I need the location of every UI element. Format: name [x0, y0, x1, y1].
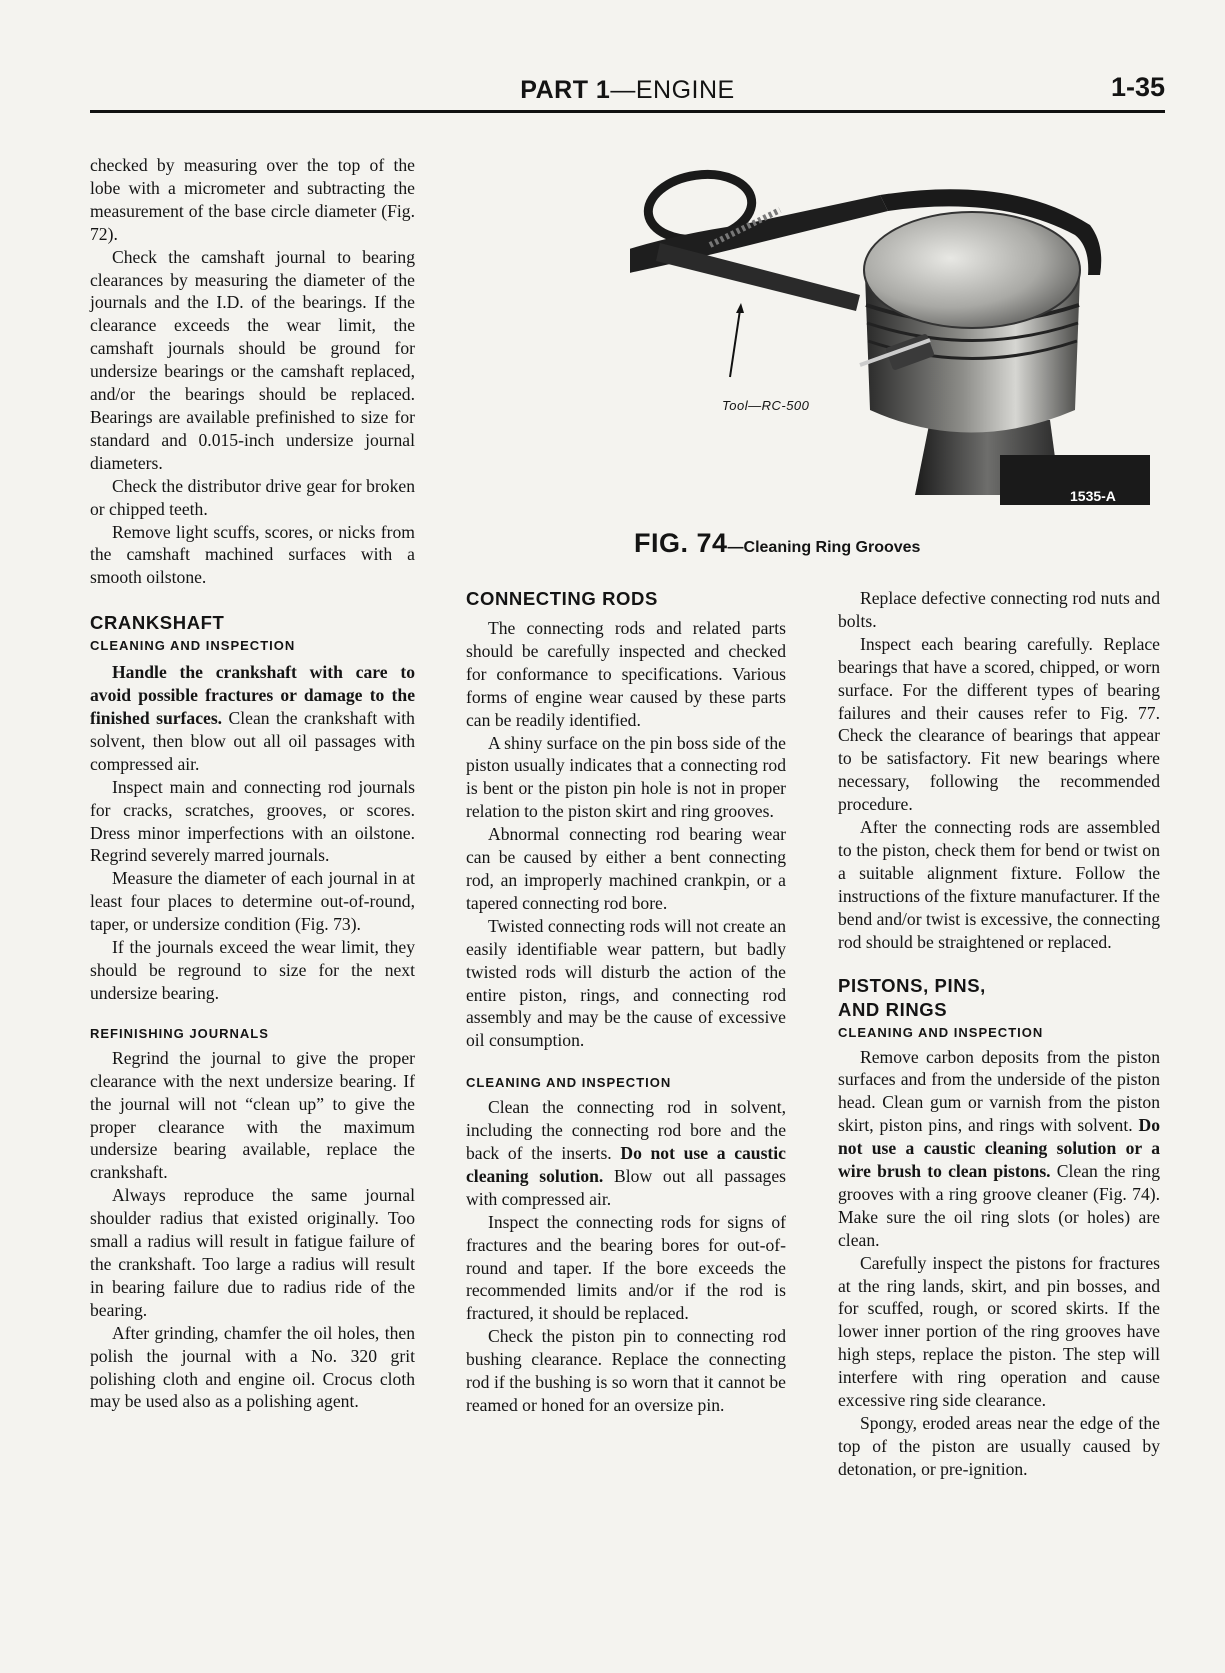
- piston-top-shape: [864, 212, 1080, 328]
- paragraph: Regrind the journal to give the proper clearance with the next undersize bearing. If the journal will not “clean up” to give the proper clearance with the maximum undersize bearing available, replace the crankshaft.: [90, 1047, 415, 1183]
- bold-warning: Do not use a caustic cleaning solution.: [466, 1143, 786, 1186]
- paragraph: Check the distributor drive gear for broken or chipped teeth.: [90, 475, 415, 519]
- paragraph: checked by measuring over the top of the lobe with a micrometer and subtracting the measurement of the base circle diameter (Fig. 72).: [90, 155, 415, 244]
- section-title: [90, 76, 1165, 105]
- subheading-cleaning: CLEANING AND INSPECTION: [90, 638, 296, 654]
- paragraph: The connecting rods and related parts should be carefully inspected and checked for conformance to specifications. Various forms of engine wear caused by these parts can be readily identified.: [466, 618, 786, 730]
- section-label: —ENGINE: [610, 76, 735, 104]
- paragraph: Carefully inspect the pistons for fractures at the ring lands, skirt, and pin bosses, and for scuffed, rough, or scored skirts. If the lower inner portion of the ring grooves have high steps, replace the piston. The step will interfere with ring operation and cause excessive ring side clearance.: [838, 1252, 1160, 1411]
- figure-code: 1535-A: [1070, 488, 1116, 504]
- figure-caption: [634, 528, 920, 559]
- heading-pistons: PISTONS, PINS,: [838, 974, 986, 996]
- paragraph: Inspect each bearing carefully. Replace bearings that have a scored, chipped, or worn surface. For the different types of bearing failures and their causes refer to Fig. 77. Check the clearance of bearings that appear to be satisfactory. Fit new bearings where necessary, following the recommended procedure.: [838, 633, 1160, 815]
- column-2: [466, 587, 786, 1417]
- part-label: PART 1: [520, 76, 611, 104]
- heading-pistons-2: AND RINGS: [838, 998, 948, 1020]
- paragraph-text: Blow out all passages with compressed air.: [466, 1165, 786, 1209]
- paragraph: Replace defective connecting rod nuts and bolts.: [838, 588, 1160, 631]
- paragraph-text: Clean the connecting rod in solvent, including the connecting rod bore and the back of the inserts.: [466, 1097, 786, 1164]
- paragraph: Always reproduce the same journal shoulder radius that existed originally. Too small a radius will result in fatigue failure of the crankshaft. Too large a radius will result in bearing failure due to radius ride of the bearing.: [90, 1185, 415, 1320]
- subheading-refinishing: REFINISHING JOURNALS: [90, 1025, 269, 1041]
- paragraph: [466, 1096, 786, 1211]
- figure-74: [630, 165, 1150, 515]
- paragraph: Inspect the connecting rods for signs of fractures and the bearing bores for out-of-round and taper. If the bore exceeds the recommended limits and/or if the rod is fractured, it should be replaced.: [466, 1211, 786, 1324]
- paragraph: If the journals exceed the wear limit, they should be reground to size for the next undersize bearing.: [90, 937, 415, 1003]
- paragraph: [90, 661, 415, 776]
- paragraph: Abnormal connecting rod bearing wear can be caused by either a bent connecting rod, an improperly machined crankpin, or a tapered connecting rod bore.: [466, 824, 786, 913]
- paragraph: After the connecting rods are assembled to the piston, check them for bend or twist on a suitable alignment fixture. Follow the instructions of the fixture manufacturer. If the bend and/or twist is excessive, the connecting rod should be straightened or replaced.: [838, 817, 1160, 952]
- paragraph: Remove light scuffs, scores, or nicks from the camshaft machined surfaces with a smooth oilstone.: [90, 521, 415, 588]
- bold-warning: Handle the crankshaft with care to avoid possible fractures or damage to the finished surfaces.: [90, 662, 415, 729]
- ring-groove-cleaner-illustration: [630, 165, 1150, 515]
- tool-label: Tool—RC-500: [722, 398, 810, 413]
- page-header: [90, 70, 1165, 113]
- paragraph: Check the piston pin to connecting rod bushing clearance. Replace the connecting rod if the bushing is so worn that it cannot be reamed or honed for an oversize pin.: [466, 1326, 786, 1415]
- paragraph: Measure the diameter of each journal in at least four places to determine out-of-round, taper, or undersize condition (Fig. 73).: [90, 868, 415, 935]
- subheading-cleaning: CLEANING AND INSPECTION: [466, 1075, 672, 1091]
- paragraph: After grinding, chamfer the oil holes, then polish the journal with a No. 320 grit polishing cloth and engine oil. Crocus cloth may be used also as a polishing agent.: [90, 1322, 415, 1412]
- paragraph: Twisted connecting rods will not create an easily identifiable wear pattern, but badly twisted rods will disturb the action of the entire piston, rings, and connecting rod assembly and may be the cause of excessive oil consumption.: [466, 915, 786, 1051]
- paragraph: Check the camshaft journal to bearing clearances by measuring the diameter of the journals and the I.D. of the bearings. If the clearance exceeds the wear limit, the camshaft journals should be ground for undersize bearings or the camshaft replaced, and/or the bearings should be replaced. Bearings are available prefinished to size for standard and 0.015-inch undersize journal diameters.: [90, 246, 415, 473]
- paragraph: A shiny surface on the pin boss side of the piston usually indicates that a connecting rod is bent or the piston pin hole is not in proper relation to the piston skirt and ring grooves.: [466, 732, 786, 822]
- paragraph-text: Remove carbon deposits from the piston surfaces and from the underside of the piston head. Clean gum or varnish from the piston skirt, piston pins, and rings with solvent.: [838, 1046, 1160, 1136]
- subheading-cleaning: CLEANING AND INSPECTION: [838, 1024, 1044, 1040]
- paragraph-text: Clean the crankshaft with solvent, then blow out all oil passages with compressed air.: [90, 708, 415, 774]
- paragraph: [838, 1046, 1160, 1252]
- figure-number: FIG. 74: [634, 528, 728, 558]
- column-3: [838, 587, 1160, 1481]
- bold-warning: Do not use a caustic cleaning solution or a wire brush to clean pistons.: [838, 1115, 1160, 1182]
- page-number: 1-35: [1110, 72, 1165, 102]
- heading-connecting-rods: CONNECTING RODS: [466, 588, 658, 609]
- paragraph: Inspect main and connecting rod journals for cracks, scratches, grooves, or scores. Dress minor imperfections with an oilstone. Regrind severely marred journals.: [90, 776, 415, 866]
- paragraph-text: Clean the ring grooves with a ring groove cleaner (Fig. 74). Make sure the oil ring slots (or holes) are clean.: [838, 1161, 1160, 1250]
- column-1: [90, 154, 415, 1413]
- heading-crankshaft: CRANKSHAFT: [90, 612, 225, 634]
- caption-text: —Cleaning Ring Grooves: [727, 539, 921, 556]
- paragraph: Spongy, eroded areas near the edge of the top of the piston are usually caused by detonation, or pre-ignition.: [838, 1413, 1160, 1479]
